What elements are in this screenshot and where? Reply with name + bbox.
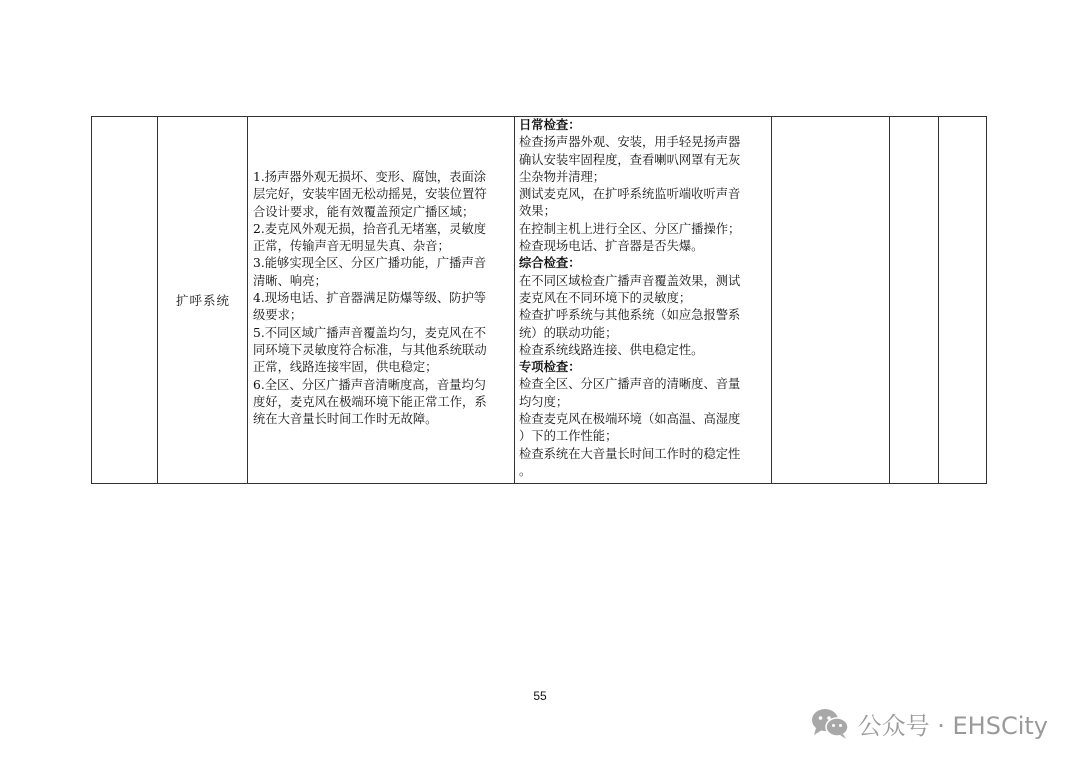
method-line: 测试麦克风，在扩呼系统监听端收听声音 bbox=[519, 187, 741, 202]
method-line: 尘杂物并清理； bbox=[519, 169, 606, 184]
inspection-methods-cell bbox=[519, 117, 769, 480]
method-heading: 综合检查： bbox=[519, 256, 581, 271]
requirement-line: 4.现场电话、扩音器满足防爆等级、防护等 bbox=[253, 291, 487, 306]
table-divider bbox=[889, 117, 890, 483]
method-heading: 日常检查： bbox=[519, 118, 581, 132]
requirement-line: 正常，线路连接牢固，供电稳定； bbox=[253, 360, 438, 375]
wechat-icon bbox=[810, 706, 850, 740]
requirement-line: 合设计要求，能有效覆盖预定广播区域； bbox=[253, 204, 475, 219]
method-heading: 专项检查： bbox=[519, 360, 581, 375]
requirement-line: 正常，传输声音无明显失真、杂音； bbox=[253, 239, 450, 254]
page-number: 55 bbox=[533, 689, 547, 703]
requirement-line: 3.能够实现全区、分区广播功能，广播声音 bbox=[253, 256, 487, 271]
table-divider bbox=[938, 117, 939, 483]
method-line: 效果； bbox=[519, 204, 556, 219]
method-line: 均匀度； bbox=[519, 394, 569, 409]
requirement-line: 度好，麦克风在极端环境下能正常工作，系 bbox=[253, 394, 487, 409]
requirements-cell bbox=[253, 169, 513, 428]
requirement-line: 1.扬声器外观无损坏、变形、腐蚀，表面涂 bbox=[253, 170, 487, 184]
requirement-line: 清晰、响亮； bbox=[253, 273, 327, 288]
method-line: 。 bbox=[519, 463, 532, 478]
table-divider bbox=[514, 117, 515, 483]
method-line: 在不同区域检查广播声音覆盖效果，测试 bbox=[519, 273, 741, 288]
requirement-line: 同环境下灵敏度符合标准，与其他系统联动 bbox=[253, 342, 487, 357]
system-name-cell: 扩呼系统 bbox=[175, 293, 230, 308]
method-line: ）下的工作性能； bbox=[519, 429, 618, 444]
requirement-line: 统在大音量长时间工作时无故障。 bbox=[253, 412, 438, 427]
table-divider bbox=[771, 117, 772, 483]
method-line: 检查现场电话、扩音器是否失爆。 bbox=[519, 239, 704, 254]
requirement-line: 2.麦克风外观无损，拾音孔无堵塞，灵敏度 bbox=[253, 221, 487, 236]
method-line: 麦克风在不同环境下的灵敏度； bbox=[519, 290, 692, 305]
method-line: 确认安装牢固程度，查看喇叭网罩有无灰 bbox=[519, 152, 741, 167]
method-line: 检查扩呼系统与其他系统（如应急报警系 bbox=[519, 308, 741, 323]
method-line: 统）的联动功能； bbox=[519, 325, 618, 340]
method-line: 检查全区、分区广播声音的清晰度、音量 bbox=[519, 377, 741, 392]
inspection-table bbox=[91, 116, 987, 484]
method-line: 检查系统线路连接、供电稳定性。 bbox=[519, 342, 704, 357]
watermark-text: 公众号 · EHSCity bbox=[857, 711, 1048, 740]
method-line: 检查扬声器外观、安装，用手轻晃扬声器 bbox=[519, 135, 741, 150]
requirement-line: 层完好，安装牢固无松动摇晃，安装位置符 bbox=[253, 187, 487, 202]
requirement-line: 级要求； bbox=[253, 308, 303, 323]
method-line: 在控制主机上进行全区、分区广播操作； bbox=[519, 221, 741, 236]
requirement-line: 5.不同区域广播声音覆盖均匀，麦克风在不 bbox=[253, 325, 487, 340]
method-line: 检查系统在大音量长时间工作时的稳定性 bbox=[519, 446, 741, 461]
requirement-line: 6.全区、分区广播声音清晰度高，音量均匀 bbox=[253, 377, 487, 392]
watermark bbox=[810, 703, 1048, 743]
method-line: 检查麦克风在极端环境（如高温、高湿度 bbox=[519, 412, 741, 427]
